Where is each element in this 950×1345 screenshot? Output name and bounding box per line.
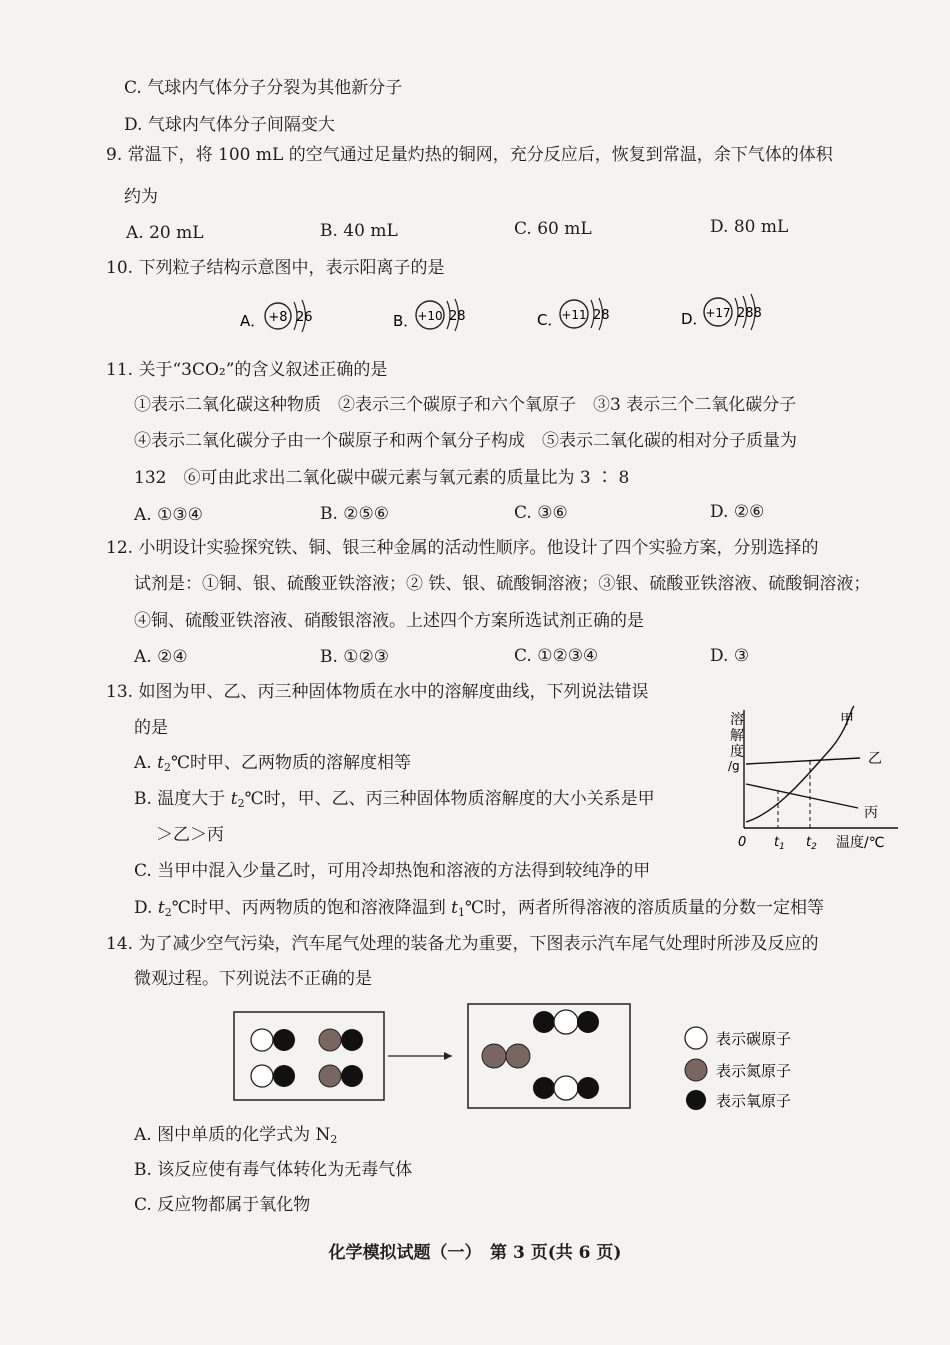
solubility-graph	[718, 704, 908, 859]
reactant-box	[234, 1012, 384, 1100]
q10-atom-diagrams	[0, 288, 950, 348]
co-molecule	[251, 1065, 295, 1087]
q10-letter-b: B．	[393, 312, 419, 330]
q13-option-a: A. $t_2℃$时甲、乙两物质的溶解度相等	[134, 753, 411, 774]
graph-label-yi: 乙	[868, 751, 882, 767]
q9-option-a: A. 20 mL	[126, 223, 204, 243]
graph-label-bing: 丙	[864, 805, 878, 821]
q14-option-a: A. 图中单质的化学式为 $N_2$	[134, 1125, 338, 1146]
q10-letter-a: A．	[240, 312, 266, 330]
reaction-arrow-head	[444, 1052, 452, 1060]
legend-oxygen-label: 表示氧原子	[716, 1092, 792, 1110]
graph-label-jia: 甲	[840, 712, 854, 728]
curve-bing	[746, 784, 858, 808]
co-molecule	[251, 1029, 295, 1051]
q11-statement-line3: 132 ⑥可由此求出二氧化碳中碳元素与氧元素的质量比为 3 ∶ 8	[134, 468, 630, 488]
graph-origin: 0	[738, 835, 747, 850]
q12-stem: 12. 小明设计实验探究铁、铜、银三种金属的活动性顺序。他设计了四个实验方案，分别选择的	[106, 538, 819, 558]
prev-option-c: C. 气球内气体分子分裂为其他新分子	[124, 78, 403, 98]
q14-option-b: B. 该反应使有毒气体转化为无毒气体	[134, 1160, 413, 1180]
q10-stem: 10. 下列粒子结构示意图中，表示阳离子的是	[106, 258, 445, 278]
q10-nucleus-d-label: +17	[705, 306, 731, 320]
graph-xlabel: 温度/℃	[836, 835, 885, 851]
q13-option-b: B. 温度大于 $t_2℃$时，甲、乙、丙三种固体物质溶解度的大小关系是甲	[134, 789, 655, 810]
n2-molecule	[482, 1044, 530, 1068]
q9-stem: 9. 常温下，将 100 mL 的空气通过足量灼热的铜网，充分反应后，恢复到常温，余下气体的体积	[106, 145, 833, 165]
q10-shells-a: 26	[296, 310, 313, 325]
graph-ylabel-4: /g	[728, 759, 740, 773]
q13-stem: 13. 如图为甲、乙、丙三种固体物质在水中的溶解度曲线，下列说法错误	[106, 682, 649, 702]
q10-letter-c: C．	[537, 311, 563, 329]
q10-nucleus-c-label: +11	[561, 308, 587, 322]
q12-option-c: C. ①②③④	[514, 646, 599, 666]
co2-molecule	[533, 1010, 599, 1034]
curve-jia	[746, 706, 854, 822]
q11-option-a: A. ①③④	[134, 505, 203, 525]
prev-option-d: D. 气球内气体分子间隔变大	[124, 115, 335, 135]
legend-carbon-icon	[685, 1027, 707, 1049]
q10-shells-c: 28	[593, 308, 610, 323]
q10-nucleus-a-label: +8	[268, 310, 288, 325]
q14-stem-cont: 微观过程。下列说法不正确的是	[134, 969, 372, 989]
q12-stem-line2: 试剂是：①铜、银、硫酸亚铁溶液；② 铁、银、硫酸铜溶液；③银、硫酸亚铁溶液、硫酸铜溶液；	[134, 574, 871, 594]
q9-option-c: C. 60 mL	[514, 219, 592, 239]
q14-stem: 14. 为了减少空气污染，汽车尾气处理的装备尤为重要，下图表示汽车尾气处理时所涉及反应的	[106, 934, 819, 954]
legend-oxygen-icon	[686, 1090, 706, 1110]
q9-stem-cont: 约为	[124, 187, 158, 207]
legend-nitrogen-label: 表示氮原子	[716, 1062, 792, 1080]
q10-shells-b: 28	[449, 309, 466, 324]
q13-stem-cont: 的是	[134, 718, 168, 738]
q10-letter-d: D．	[681, 310, 708, 328]
q11-statement-line1: ①表示二氧化碳这种物质 ②表示三个碳原子和六个氧原子 ③3 表示三个二氧化碳分子	[134, 395, 797, 415]
graph-ylabel-2: 解	[730, 728, 744, 744]
q9-option-d: D. 80 mL	[710, 217, 789, 237]
q11-option-b: B. ②⑤⑥	[320, 504, 390, 524]
q13-option-c: C. 当甲中混入少量乙时，可用冷却热饱和溶液的方法得到较纯净的甲	[134, 861, 651, 881]
q13-option-b-cont: ＞乙＞丙	[156, 825, 224, 845]
q11-option-d: D. ②⑥	[710, 502, 765, 522]
graph-ylabel-1: 溶	[730, 712, 744, 728]
q12-stem-line3: ④铜、硫酸亚铁溶液、硝酸银溶液。上述四个方案所选试剂正确的是	[134, 611, 644, 631]
graph-tick-t2: $t_2$	[806, 835, 817, 852]
q11-statement-line2: ④表示二氧化碳分子由一个碳原子和两个氧分子构成 ⑤表示二氧化碳的相对分子质量为	[134, 431, 797, 451]
q9-option-b: B. 40 mL	[320, 221, 398, 241]
page-footer: 化学模拟试题（一） 第 3 页(共 6 页)	[328, 1243, 622, 1263]
reaction-diagram	[230, 1002, 850, 1112]
graph-ylabel-3: 度	[730, 744, 744, 760]
q10-shells-d: 288	[737, 306, 762, 321]
no-molecule	[319, 1029, 363, 1051]
curve-yi	[746, 758, 860, 764]
legend-carbon-label: 表示碳原子	[716, 1030, 792, 1048]
q10-nucleus-b-label: +10	[417, 309, 443, 323]
q13-option-d: D. $t_2℃$时甲、丙两物质的饱和溶液降温到 $t_1℃$时，两者所得溶液的溶质质量的分数一定相等	[134, 898, 824, 919]
q12-option-b: B. ①②③	[320, 647, 390, 667]
graph-tick-t1: $t_1$	[774, 835, 785, 852]
co2-molecule	[533, 1076, 599, 1100]
q11-stem: 11. 关于“3CO₂”的含义叙述正确的是	[106, 360, 388, 380]
q12-option-d: D. ③	[710, 646, 750, 666]
no-molecule	[319, 1065, 363, 1087]
q11-option-c: C. ③⑥	[514, 503, 568, 523]
q12-option-a: A. ②④	[134, 647, 188, 667]
q14-option-c: C. 反应物都属于氧化物	[134, 1195, 311, 1215]
legend-nitrogen-icon	[685, 1059, 707, 1081]
